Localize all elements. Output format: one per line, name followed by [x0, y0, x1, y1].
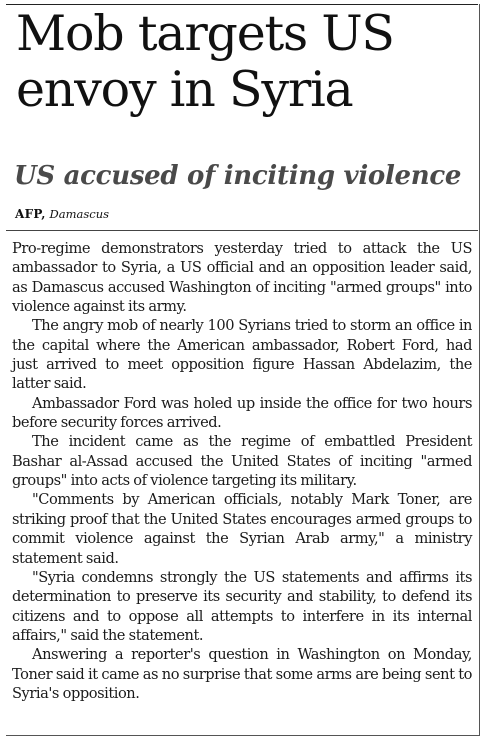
article-paragraph-2: The angry mob of nearly 100 Syrians tried to storm an office in the capital where the American ambassador, Robert Ford, had just arrived to meet opposition figure Hassan Abdelazim, the latter said. — [12, 317, 472, 393]
right-column-rule — [479, 4, 480, 736]
article-paragraph-5: "Comments by American officials, notably Mark Toner, are striking proof that the United States encourages armed groups to commit violence against the Syrian Arab army," a ministry statement said. — [12, 491, 472, 567]
article-paragraph-7: Answering a reporter's question in Washington on Monday, Toner said it came as no surprise that some arms are being sent to Syria's opposition. — [12, 646, 472, 702]
article-paragraph-6: "Syria condemns strongly the US statements and affirms its determination to preserve its security and stability, to defend its citizens and to oppose all attempts to interfere in its internal affairs," said the statement. — [12, 568, 472, 644]
article-paragraph-3: Ambassador Ford was holed up inside the office for two hours before security forces arrived. — [12, 394, 472, 432]
headline: Mob targets US envoy in Syria — [16, 5, 394, 118]
article-body — [12, 239, 472, 703]
bottom-rule — [6, 735, 480, 736]
article-paragraph-4: The incident came as the regime of embattled President Bashar al-Assad accused the United States of inciting "armed groups" into acts of violence targeting its military. — [12, 433, 472, 490]
subheadline: US accused of inciting violence — [14, 161, 462, 191]
byline-agency: AFP, — [15, 207, 46, 221]
article-paragraph-1: Pro-regime demonstrators yesterday tried to attack the US ambassador to Syria, a US official and an opposition leader said, as Damascus accused Washington of inciting "armed groups" into violence against its army. — [12, 240, 472, 316]
byline-location: Damascus — [49, 207, 110, 221]
byline — [15, 206, 109, 222]
byline-divider — [6, 230, 478, 231]
